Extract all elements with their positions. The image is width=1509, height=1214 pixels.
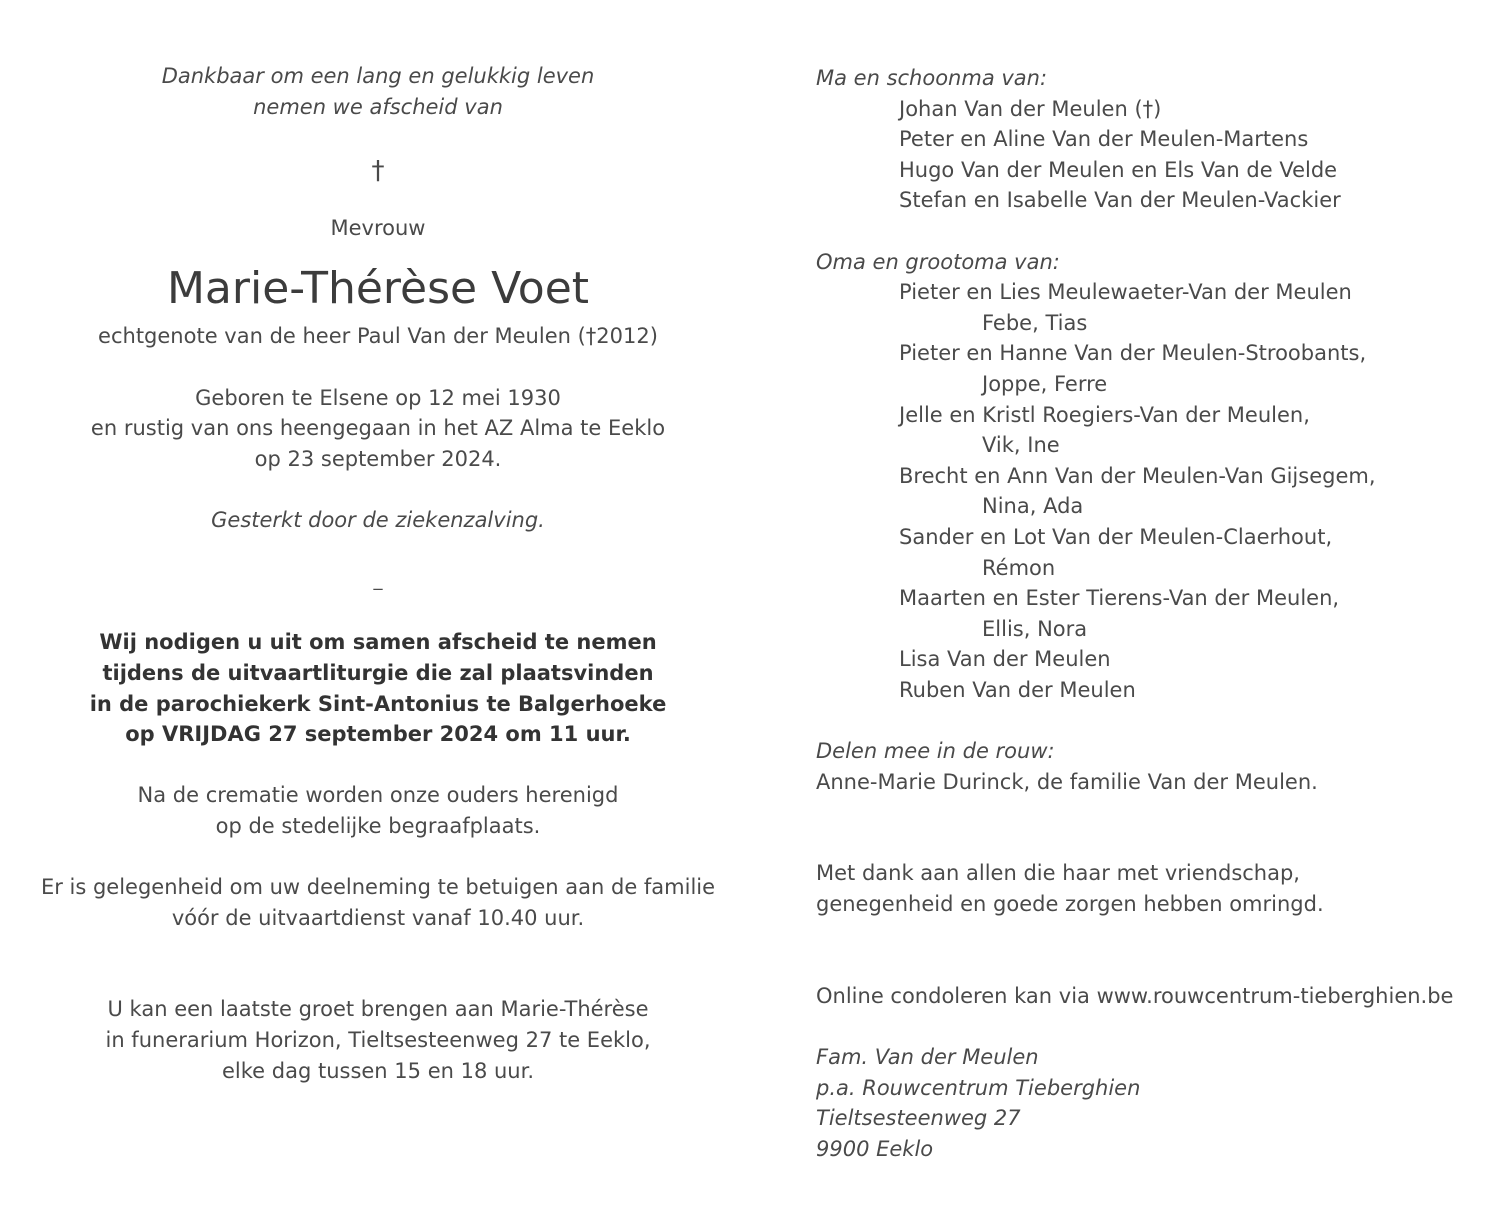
sacrament-line: Gesterkt door de ziekenzalving. xyxy=(211,507,545,532)
last-greeting-line-3: elke dag tussen 15 en 18 uur. xyxy=(222,1058,534,1083)
child-item: Peter en Aline Van der Meulen-Martens xyxy=(899,127,1309,152)
separator: _ xyxy=(373,570,383,592)
intro-line-2: nemen we afscheid van xyxy=(253,94,503,119)
grandchild-item: Brecht en Ann Van der Meulen-Van Gijsegem, xyxy=(899,463,1376,488)
address-line-2: p.a. Rouwcentrum Tieberghien xyxy=(816,1075,1141,1100)
last-greeting-line-2: in funerarium Horizon, Tieltsesteenweg 27 te Eeklo, xyxy=(105,1028,651,1053)
great-grandchildren: Joppe, Ferre xyxy=(982,371,1108,396)
online-condolence: Online condoleren kan via www.rouwcentrum-tieberghien.be xyxy=(816,983,1454,1008)
grandchild-item: Pieter en Lies Meulewaeter-Van der Meulen xyxy=(899,280,1352,305)
invitation-line-1: Wij nodigen u uit om samen afscheid te nemen xyxy=(99,630,657,655)
great-grandchildren: Nina, Ada xyxy=(982,494,1084,519)
grandchild-item: Jelle en Kristl Roegiers-Van der Meulen, xyxy=(899,402,1310,427)
cremation-line-1: Na de crematie worden onze ouders herenigd xyxy=(137,783,619,808)
condolence-line-1: Er is gelegenheid om uw deelneming te betuigen aan de familie xyxy=(40,875,716,900)
address-line-4: 9900 Eeklo xyxy=(816,1136,934,1161)
grandchild-item: Ruben Van der Meulen xyxy=(899,677,1136,702)
invitation-line-2: tijdens de uitvaartliturgie die zal plaatsvinden xyxy=(102,660,654,685)
thanks-line-1: Met dank aan allen die haar met vriendschap, xyxy=(816,861,1300,886)
child-item: Stefan en Isabelle Van der Meulen-Vackier xyxy=(899,188,1341,213)
address-line-3: Tieltsesteenweg 27 xyxy=(816,1106,1021,1131)
death-date-line: op 23 september 2024. xyxy=(254,446,502,471)
mother-heading: Ma en schoonma van: xyxy=(816,66,1048,90)
grandchild-item: Maarten en Ester Tierens-Van der Meulen, xyxy=(899,586,1340,611)
grandchild-item: Pieter en Hanne Van der Meulen-Stroobants, xyxy=(899,341,1367,366)
share-heading: Delen mee in de rouw: xyxy=(816,739,1055,764)
honorific: Mevrouw xyxy=(330,215,426,240)
child-item: Johan Van der Meulen (†) xyxy=(899,96,1162,121)
cross-icon: † xyxy=(371,155,385,186)
great-grandchildren: Vik, Ine xyxy=(982,433,1060,458)
last-greeting-line-1: U kan een laatste groet brengen aan Marie-Thérèse xyxy=(107,997,649,1022)
grandmother-heading: Oma en grootoma van: xyxy=(816,249,1060,274)
invitation-line-4: op VRIJDAG 27 september 2024 om 11 uur. xyxy=(125,722,631,747)
condolence-line-2: vóór de uitvaartdienst vanaf 10.40 uur. xyxy=(171,905,585,930)
invitation-line-3: in de parochiekerk Sint-Antonius te Balgerhoeke xyxy=(89,691,667,716)
left-column xyxy=(28,61,728,1086)
grandchild-item: Sander en Lot Van der Meulen-Claerhout, xyxy=(899,524,1333,549)
thanks-line-2: genegenheid en goede zorgen hebben omringd. xyxy=(816,892,1324,917)
deceased-name: Marie-Thérèse Voet xyxy=(166,263,590,315)
great-grandchildren: Rémon xyxy=(982,555,1056,580)
death-line: en rustig van ons heengegaan in het AZ Alma te Eeklo xyxy=(90,416,666,441)
intro-line-1: Dankbaar om een lang en gelukkig leven xyxy=(161,64,595,88)
great-grandchildren: Febe, Tias xyxy=(982,310,1088,335)
spouse-line: echtgenote van de heer Paul Van der Meulen (†2012) xyxy=(98,324,658,349)
great-grandchildren: Ellis, Nora xyxy=(982,616,1088,641)
share-text: Anne-Marie Durinck, de familie Van der Meulen. xyxy=(816,769,1318,794)
birth-line: Geboren te Elsene op 12 mei 1930 xyxy=(195,385,561,410)
right-column xyxy=(816,63,1496,1164)
address-line-1: Fam. Van der Meulen xyxy=(816,1045,1039,1069)
child-item: Hugo Van der Meulen en Els Van de Velde xyxy=(899,157,1338,182)
grandchild-item: Lisa Van der Meulen xyxy=(899,647,1111,672)
cremation-line-2: op de stedelijke begraafplaats. xyxy=(215,813,541,838)
